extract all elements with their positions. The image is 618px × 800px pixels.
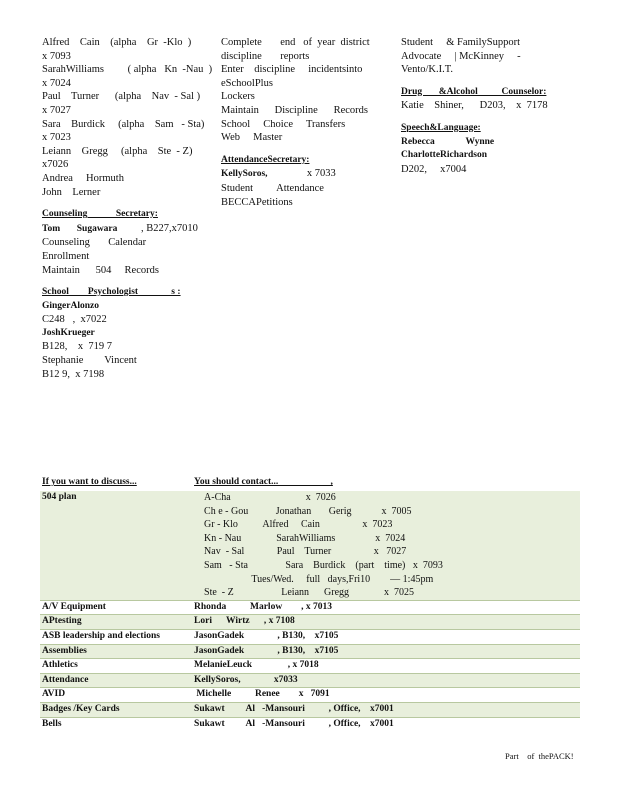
advocate-line: Vento/K.I.T. [401,64,454,76]
contact-cell [192,659,580,674]
psychologist-office-line: B128, x 719 7 [42,341,113,353]
table-row [40,673,580,688]
table-row [40,688,580,703]
counselor-line: x 7093 [42,50,71,62]
duty-line: Lockers [221,91,255,103]
contact-line: Gr - Klo Alfred Cain x 7023 [204,519,393,531]
counseling-secretary-detail: , B227,x7010 [117,222,198,234]
topic-cell: Bells [40,717,192,731]
contact-cell [192,702,580,717]
contact-line: JasonGadek , B130, x7105 [194,630,339,641]
staff-column-3 [401,36,566,176]
contact-line: Lori Wirtz , x 7108 [194,616,295,627]
duty-line: Enter discipline incidentsinto [221,64,363,76]
duty-line: Counseling Calendar [42,237,147,249]
attendance-secretary-line [221,167,366,182]
contact-line: Ch e - Gou Jonathan Gerig x 7005 [204,505,412,517]
psychologist-line: B12 9, x 7198 [42,368,105,380]
footer-text: Part of thePACK! [505,751,574,761]
table-row [40,629,580,644]
topic-cell: Attendance [40,673,192,688]
contact-cell [192,600,580,615]
contact-cell [192,644,580,659]
contact-line: Tues/Wed. full days,Fri10 — 1:45pm [204,573,434,585]
counselor-line: x 7023 [42,132,71,144]
psychologist-name: GingerAlonzo [42,300,99,311]
staff-column-2 [221,36,370,209]
counselor-line: x 7027 [42,104,71,116]
contact-line: Sam - Sta Sara Burdick (part time) x 7093 [204,559,443,571]
advocate-line: Advocate | McKinney - [401,50,521,62]
counselor-line: Andrea Hormuth [42,172,124,184]
contact-line: Sukawt Al -Mansouri , Office, x7001 [194,703,394,714]
contact-cell [192,688,580,703]
topic-cell: AVID [40,688,192,703]
family-support-list [401,36,566,77]
contact-line: Ste - Z Leiann Gregg x 7025 [204,587,415,599]
speech-language-name: Rebecca Wynne [401,136,495,147]
duty-line: BECCAPetitions [221,196,293,208]
table-row [40,600,580,615]
counseling-secretary-line [42,222,212,237]
topic-cell: Assemblies [40,644,192,659]
speech-language-names [401,136,566,163]
contact-line: A-Cha x 7026 [204,492,336,503]
counseling-secretary-duties [42,236,212,277]
contact-line: Michelle Renee x 7091 [194,689,330,700]
contact-line: Kn - Nau SarahWilliams x 7024 [204,532,406,544]
topic-cell: 504 plan [40,491,192,600]
contact-line: Rhonda Marlow , x 7013 [194,601,333,612]
counseling-secretary-heading: Counseling Secretary: [42,209,158,220]
duty-line: Maintain Discipline Records [221,104,368,116]
counselor-line: John Lerner [42,186,101,198]
speech-language-name: CharlotteRichardson [401,150,488,161]
counselor-line: Leiann Gregg (alpha Ste - Z) [42,145,193,157]
duty-line: eSchoolPlus [221,77,273,89]
duty-line: School Choice Transfers [221,118,346,130]
contact-cell [192,629,580,644]
advocate-line: Student & FamilySupport [401,37,521,48]
counselor-line: SarahWilliams ( alpha Kn -Nau ) [42,64,213,76]
duties-list [221,36,370,145]
psychologist-name: JoshKrueger [42,327,95,338]
contact-table-body [40,491,580,731]
contact-table [40,475,580,731]
counselor-list [42,36,212,199]
psychologist-line: Stephanie Vincent [42,355,137,367]
counselor-line: Sara Burdick (alpha Sam - Sta) [42,118,205,130]
drug-alcohol-heading: Drug &Alcohol Counselor: [401,86,547,97]
contact-cell [192,615,580,630]
topic-cell: ASB leadership and elections [40,629,192,644]
table-row [40,644,580,659]
table-row [40,659,580,674]
duty-line: discipline reports [221,50,310,62]
counselor-line: x7026 [42,159,69,171]
contact-line: Nav - Sal Paul Turner x 7027 [204,546,407,558]
table-row [40,491,580,600]
contact-cell [192,673,580,688]
duty-line: Student Attendance [221,182,324,194]
speech-language-heading: Speech&Language: [401,122,481,133]
duty-line: Web Master [221,132,283,144]
table-row [40,615,580,630]
psychologist-office-line: C248 , x7022 [42,314,107,326]
topic-cell: Badges /Key Cards [40,702,192,717]
counselor-line: Alfred Cain (alpha Gr -Klo ) [42,37,192,48]
attendance-secretary-name: KellySoros, [221,169,268,180]
duty-line: Complete end of year district [221,37,370,48]
table-row [40,702,580,717]
contact-line: Sukawt Al -Mansouri , Office, x7001 [194,718,394,729]
contact-column-header: You should contact... , [194,477,333,487]
topic-column-header: If you want to discuss... [42,477,137,487]
duty-line: Maintain 504 Records [42,264,159,276]
speech-language-line: D202, x7004 [401,163,467,175]
contact-line: KellySoros, x7033 [194,674,298,685]
attendance-secretary-heading: AttendanceSecretary: [221,154,310,165]
school-psychologist-heading: School Psychologist s : [42,287,181,298]
contact-cell [192,717,580,731]
staff-column-1 [42,36,212,381]
contact-line: JasonGadek , B130, x7105 [194,645,339,656]
contact-line: MelanieLeuck , x 7018 [194,660,319,671]
counselor-line: x 7024 [42,77,71,89]
counseling-secretary-name: Tom Sugawara [42,223,118,234]
topic-cell: APtesting [40,615,192,630]
contact-cell [192,491,580,600]
attendance-secretary-detail: x 7033 [267,168,336,180]
attendance-duties [221,182,366,209]
topic-cell: A/V Equipment [40,600,192,615]
counselor-line: Paul Turner (alpha Nav - Sal ) [42,91,201,103]
topic-cell: Athletics [40,659,192,674]
duty-line: Enrollment [42,250,90,262]
school-psychologist-list [42,300,212,382]
table-row [40,717,580,731]
drug-alcohol-line: Katie Shiner, D203, x 7178 [401,100,548,112]
